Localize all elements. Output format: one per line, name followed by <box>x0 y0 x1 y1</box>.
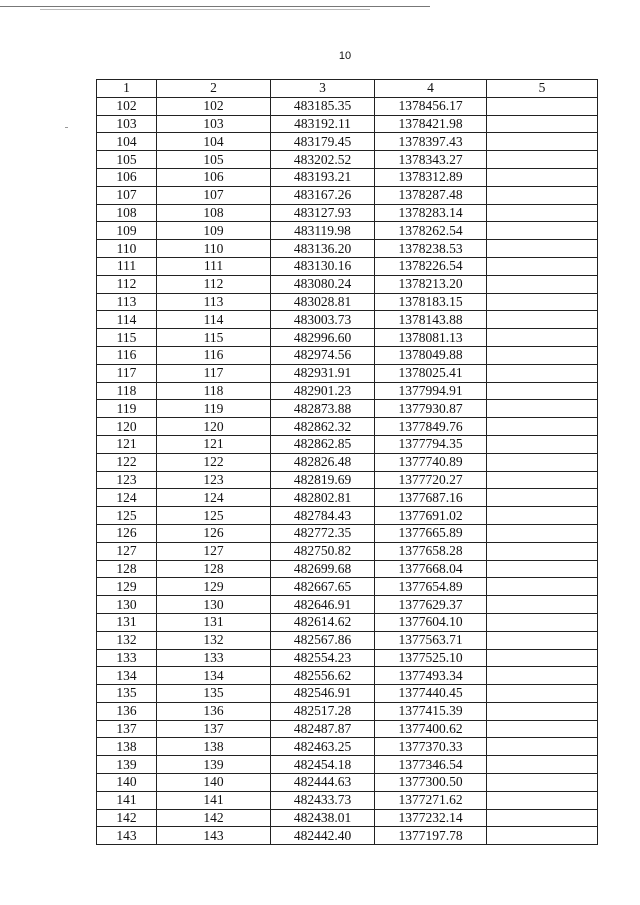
note-cell <box>487 311 598 329</box>
point-label-cell: 108 <box>157 204 271 222</box>
x-coordinate-cell: 483193.21 <box>271 168 375 186</box>
x-coordinate-cell: 483028.81 <box>271 293 375 311</box>
point-label-cell: 139 <box>157 756 271 774</box>
point-label-cell: 106 <box>157 168 271 186</box>
note-cell <box>487 720 598 738</box>
y-coordinate-cell: 1378081.13 <box>375 329 487 347</box>
note-cell <box>487 168 598 186</box>
y-coordinate-cell: 1377994.91 <box>375 382 487 400</box>
y-coordinate-cell: 1377493.34 <box>375 667 487 685</box>
point-label-cell: 110 <box>157 240 271 258</box>
table-row <box>97 435 598 453</box>
point-number-cell: 128 <box>97 560 157 578</box>
point-label-cell: 112 <box>157 275 271 293</box>
table-row <box>97 578 598 596</box>
point-number-cell: 113 <box>97 293 157 311</box>
note-cell <box>487 809 598 827</box>
note-cell <box>487 542 598 560</box>
point-label-cell: 138 <box>157 738 271 756</box>
point-label-cell: 119 <box>157 400 271 418</box>
point-label-cell: 136 <box>157 702 271 720</box>
y-coordinate-cell: 1377665.89 <box>375 524 487 542</box>
table-row <box>97 702 598 720</box>
point-number-cell: 107 <box>97 186 157 204</box>
note-cell <box>487 186 598 204</box>
column-header-2: 2 <box>157 80 271 98</box>
point-label-cell: 135 <box>157 685 271 703</box>
x-coordinate-cell: 482772.35 <box>271 524 375 542</box>
x-coordinate-cell: 482862.85 <box>271 435 375 453</box>
note-cell <box>487 115 598 133</box>
table-row <box>97 685 598 703</box>
y-coordinate-cell: 1378226.54 <box>375 257 487 275</box>
point-label-cell: 143 <box>157 827 271 845</box>
note-cell <box>487 738 598 756</box>
page-number: 10 <box>338 50 352 62</box>
point-label-cell: 120 <box>157 418 271 436</box>
y-coordinate-cell: 1377668.04 <box>375 560 487 578</box>
y-coordinate-cell: 1377691.02 <box>375 507 487 525</box>
y-coordinate-cell: 1377604.10 <box>375 613 487 631</box>
note-cell <box>487 827 598 845</box>
point-number-cell: 143 <box>97 827 157 845</box>
table-row <box>97 791 598 809</box>
table-row <box>97 329 598 347</box>
x-coordinate-cell: 483202.52 <box>271 151 375 169</box>
note-cell <box>487 400 598 418</box>
x-coordinate-cell: 483080.24 <box>271 275 375 293</box>
x-coordinate-cell: 483167.26 <box>271 186 375 204</box>
coordinates-table <box>96 79 598 845</box>
x-coordinate-cell: 482996.60 <box>271 329 375 347</box>
x-coordinate-cell: 482433.73 <box>271 791 375 809</box>
note-cell <box>487 578 598 596</box>
x-coordinate-cell: 482454.18 <box>271 756 375 774</box>
column-header-3: 3 <box>271 80 375 98</box>
y-coordinate-cell: 1377300.50 <box>375 774 487 792</box>
x-coordinate-cell: 482463.25 <box>271 738 375 756</box>
x-coordinate-cell: 482802.81 <box>271 489 375 507</box>
point-label-cell: 118 <box>157 382 271 400</box>
point-label-cell: 141 <box>157 791 271 809</box>
point-label-cell: 137 <box>157 720 271 738</box>
point-label-cell: 142 <box>157 809 271 827</box>
point-number-cell: 141 <box>97 791 157 809</box>
point-number-cell: 131 <box>97 613 157 631</box>
note-cell <box>487 560 598 578</box>
note-cell <box>487 293 598 311</box>
y-coordinate-cell: 1378456.17 <box>375 97 487 115</box>
y-coordinate-cell: 1377400.62 <box>375 720 487 738</box>
x-coordinate-cell: 482873.88 <box>271 400 375 418</box>
table-row <box>97 827 598 845</box>
point-label-cell: 116 <box>157 346 271 364</box>
x-coordinate-cell: 482784.43 <box>271 507 375 525</box>
point-label-cell: 124 <box>157 489 271 507</box>
y-coordinate-cell: 1377440.45 <box>375 685 487 703</box>
note-cell <box>487 685 598 703</box>
y-coordinate-cell: 1377740.89 <box>375 453 487 471</box>
point-label-cell: 129 <box>157 578 271 596</box>
point-label-cell: 128 <box>157 560 271 578</box>
point-label-cell: 104 <box>157 133 271 151</box>
y-coordinate-cell: 1378025.41 <box>375 364 487 382</box>
column-header-4: 4 <box>375 80 487 98</box>
point-number-cell: 104 <box>97 133 157 151</box>
x-coordinate-cell: 482444.63 <box>271 774 375 792</box>
y-coordinate-cell: 1377930.87 <box>375 400 487 418</box>
point-number-cell: 136 <box>97 702 157 720</box>
y-coordinate-cell: 1378213.20 <box>375 275 487 293</box>
x-coordinate-cell: 482556.62 <box>271 667 375 685</box>
table-row <box>97 542 598 560</box>
table-row <box>97 507 598 525</box>
note-cell <box>487 97 598 115</box>
point-label-cell: 127 <box>157 542 271 560</box>
point-number-cell: 121 <box>97 435 157 453</box>
point-label-cell: 140 <box>157 774 271 792</box>
scan-edge-line <box>0 6 430 7</box>
point-number-cell: 103 <box>97 115 157 133</box>
table-row <box>97 115 598 133</box>
note-cell <box>487 240 598 258</box>
point-number-cell: 111 <box>97 257 157 275</box>
note-cell <box>487 204 598 222</box>
y-coordinate-cell: 1377720.27 <box>375 471 487 489</box>
point-label-cell: 113 <box>157 293 271 311</box>
table-header-row <box>97 80 598 98</box>
note-cell <box>487 435 598 453</box>
note-cell <box>487 382 598 400</box>
scan-artifact <box>65 127 68 128</box>
note-cell <box>487 756 598 774</box>
point-number-cell: 125 <box>97 507 157 525</box>
table-row <box>97 311 598 329</box>
y-coordinate-cell: 1377415.39 <box>375 702 487 720</box>
point-number-cell: 132 <box>97 631 157 649</box>
y-coordinate-cell: 1378183.15 <box>375 293 487 311</box>
table-row <box>97 293 598 311</box>
point-label-cell: 109 <box>157 222 271 240</box>
y-coordinate-cell: 1377849.76 <box>375 418 487 436</box>
table-row <box>97 809 598 827</box>
x-coordinate-cell: 483179.45 <box>271 133 375 151</box>
note-cell <box>487 702 598 720</box>
y-coordinate-cell: 1378421.98 <box>375 115 487 133</box>
x-coordinate-cell: 482667.65 <box>271 578 375 596</box>
table-row <box>97 97 598 115</box>
column-header-1: 1 <box>97 80 157 98</box>
table-row <box>97 257 598 275</box>
point-label-cell: 122 <box>157 453 271 471</box>
point-label-cell: 102 <box>157 97 271 115</box>
table-row <box>97 346 598 364</box>
table-row <box>97 613 598 631</box>
point-number-cell: 134 <box>97 667 157 685</box>
y-coordinate-cell: 1377271.62 <box>375 791 487 809</box>
y-coordinate-cell: 1378049.88 <box>375 346 487 364</box>
note-cell <box>487 524 598 542</box>
note-cell <box>487 346 598 364</box>
x-coordinate-cell: 482438.01 <box>271 809 375 827</box>
table-row <box>97 151 598 169</box>
point-label-cell: 121 <box>157 435 271 453</box>
y-coordinate-cell: 1377346.54 <box>375 756 487 774</box>
note-cell <box>487 257 598 275</box>
x-coordinate-cell: 482442.40 <box>271 827 375 845</box>
point-label-cell: 132 <box>157 631 271 649</box>
point-number-cell: 124 <box>97 489 157 507</box>
y-coordinate-cell: 1377525.10 <box>375 649 487 667</box>
point-label-cell: 133 <box>157 649 271 667</box>
table-row <box>97 774 598 792</box>
point-number-cell: 122 <box>97 453 157 471</box>
note-cell <box>487 275 598 293</box>
y-coordinate-cell: 1378238.53 <box>375 240 487 258</box>
point-number-cell: 118 <box>97 382 157 400</box>
x-coordinate-cell: 482699.68 <box>271 560 375 578</box>
y-coordinate-cell: 1377687.16 <box>375 489 487 507</box>
x-coordinate-cell: 482614.62 <box>271 613 375 631</box>
x-coordinate-cell: 482646.91 <box>271 596 375 614</box>
note-cell <box>487 631 598 649</box>
y-coordinate-cell: 1378262.54 <box>375 222 487 240</box>
note-cell <box>487 453 598 471</box>
point-number-cell: 130 <box>97 596 157 614</box>
y-coordinate-cell: 1377658.28 <box>375 542 487 560</box>
point-number-cell: 114 <box>97 311 157 329</box>
table-row <box>97 596 598 614</box>
y-coordinate-cell: 1378143.88 <box>375 311 487 329</box>
table-row <box>97 649 598 667</box>
point-label-cell: 117 <box>157 364 271 382</box>
column-header-5: 5 <box>487 80 598 98</box>
point-number-cell: 108 <box>97 204 157 222</box>
x-coordinate-cell: 483119.98 <box>271 222 375 240</box>
y-coordinate-cell: 1377232.14 <box>375 809 487 827</box>
point-label-cell: 114 <box>157 311 271 329</box>
point-label-cell: 105 <box>157 151 271 169</box>
y-coordinate-cell: 1377654.89 <box>375 578 487 596</box>
table-row <box>97 471 598 489</box>
point-label-cell: 111 <box>157 257 271 275</box>
note-cell <box>487 649 598 667</box>
x-coordinate-cell: 483003.73 <box>271 311 375 329</box>
y-coordinate-cell: 1377197.78 <box>375 827 487 845</box>
table-row <box>97 524 598 542</box>
point-number-cell: 142 <box>97 809 157 827</box>
point-label-cell: 126 <box>157 524 271 542</box>
note-cell <box>487 667 598 685</box>
x-coordinate-cell: 482750.82 <box>271 542 375 560</box>
point-label-cell: 107 <box>157 186 271 204</box>
scan-edge-line <box>40 9 370 10</box>
point-number-cell: 112 <box>97 275 157 293</box>
note-cell <box>487 364 598 382</box>
x-coordinate-cell: 482931.91 <box>271 364 375 382</box>
point-number-cell: 105 <box>97 151 157 169</box>
point-number-cell: 109 <box>97 222 157 240</box>
x-coordinate-cell: 482487.87 <box>271 720 375 738</box>
note-cell <box>487 774 598 792</box>
y-coordinate-cell: 1377629.37 <box>375 596 487 614</box>
y-coordinate-cell: 1378312.89 <box>375 168 487 186</box>
table-row <box>97 738 598 756</box>
point-label-cell: 131 <box>157 613 271 631</box>
y-coordinate-cell: 1378397.43 <box>375 133 487 151</box>
table-row <box>97 240 598 258</box>
table-row <box>97 186 598 204</box>
point-number-cell: 133 <box>97 649 157 667</box>
note-cell <box>487 791 598 809</box>
x-coordinate-cell: 483192.11 <box>271 115 375 133</box>
x-coordinate-cell: 482862.32 <box>271 418 375 436</box>
point-label-cell: 125 <box>157 507 271 525</box>
point-number-cell: 102 <box>97 97 157 115</box>
point-number-cell: 129 <box>97 578 157 596</box>
table-row <box>97 204 598 222</box>
table-row <box>97 489 598 507</box>
table-row <box>97 382 598 400</box>
table-row <box>97 560 598 578</box>
point-number-cell: 110 <box>97 240 157 258</box>
y-coordinate-cell: 1377370.33 <box>375 738 487 756</box>
x-coordinate-cell: 483136.20 <box>271 240 375 258</box>
point-number-cell: 135 <box>97 685 157 703</box>
table-row <box>97 400 598 418</box>
point-number-cell: 119 <box>97 400 157 418</box>
note-cell <box>487 596 598 614</box>
table-row <box>97 667 598 685</box>
x-coordinate-cell: 482517.28 <box>271 702 375 720</box>
y-coordinate-cell: 1377794.35 <box>375 435 487 453</box>
note-cell <box>487 507 598 525</box>
x-coordinate-cell: 482819.69 <box>271 471 375 489</box>
x-coordinate-cell: 482554.23 <box>271 649 375 667</box>
y-coordinate-cell: 1377563.71 <box>375 631 487 649</box>
x-coordinate-cell: 482567.86 <box>271 631 375 649</box>
table-row <box>97 631 598 649</box>
note-cell <box>487 222 598 240</box>
note-cell <box>487 418 598 436</box>
note-cell <box>487 489 598 507</box>
table-row <box>97 756 598 774</box>
point-number-cell: 140 <box>97 774 157 792</box>
point-label-cell: 115 <box>157 329 271 347</box>
point-label-cell: 134 <box>157 667 271 685</box>
point-number-cell: 106 <box>97 168 157 186</box>
table-row <box>97 418 598 436</box>
point-number-cell: 115 <box>97 329 157 347</box>
x-coordinate-cell: 483185.35 <box>271 97 375 115</box>
table-row <box>97 168 598 186</box>
point-number-cell: 123 <box>97 471 157 489</box>
x-coordinate-cell: 483127.93 <box>271 204 375 222</box>
point-label-cell: 103 <box>157 115 271 133</box>
table-row <box>97 453 598 471</box>
note-cell <box>487 329 598 347</box>
table-row <box>97 133 598 151</box>
point-number-cell: 138 <box>97 738 157 756</box>
point-label-cell: 130 <box>157 596 271 614</box>
y-coordinate-cell: 1378343.27 <box>375 151 487 169</box>
point-number-cell: 126 <box>97 524 157 542</box>
table-row <box>97 222 598 240</box>
y-coordinate-cell: 1378283.14 <box>375 204 487 222</box>
table-row <box>97 364 598 382</box>
x-coordinate-cell: 482826.48 <box>271 453 375 471</box>
table-row <box>97 275 598 293</box>
note-cell <box>487 151 598 169</box>
point-number-cell: 117 <box>97 364 157 382</box>
point-label-cell: 123 <box>157 471 271 489</box>
x-coordinate-cell: 483130.16 <box>271 257 375 275</box>
point-number-cell: 120 <box>97 418 157 436</box>
point-number-cell: 116 <box>97 346 157 364</box>
point-number-cell: 139 <box>97 756 157 774</box>
note-cell <box>487 471 598 489</box>
x-coordinate-cell: 482974.56 <box>271 346 375 364</box>
table-row <box>97 720 598 738</box>
note-cell <box>487 133 598 151</box>
x-coordinate-cell: 482546.91 <box>271 685 375 703</box>
note-cell <box>487 613 598 631</box>
x-coordinate-cell: 482901.23 <box>271 382 375 400</box>
point-number-cell: 137 <box>97 720 157 738</box>
point-number-cell: 127 <box>97 542 157 560</box>
y-coordinate-cell: 1378287.48 <box>375 186 487 204</box>
